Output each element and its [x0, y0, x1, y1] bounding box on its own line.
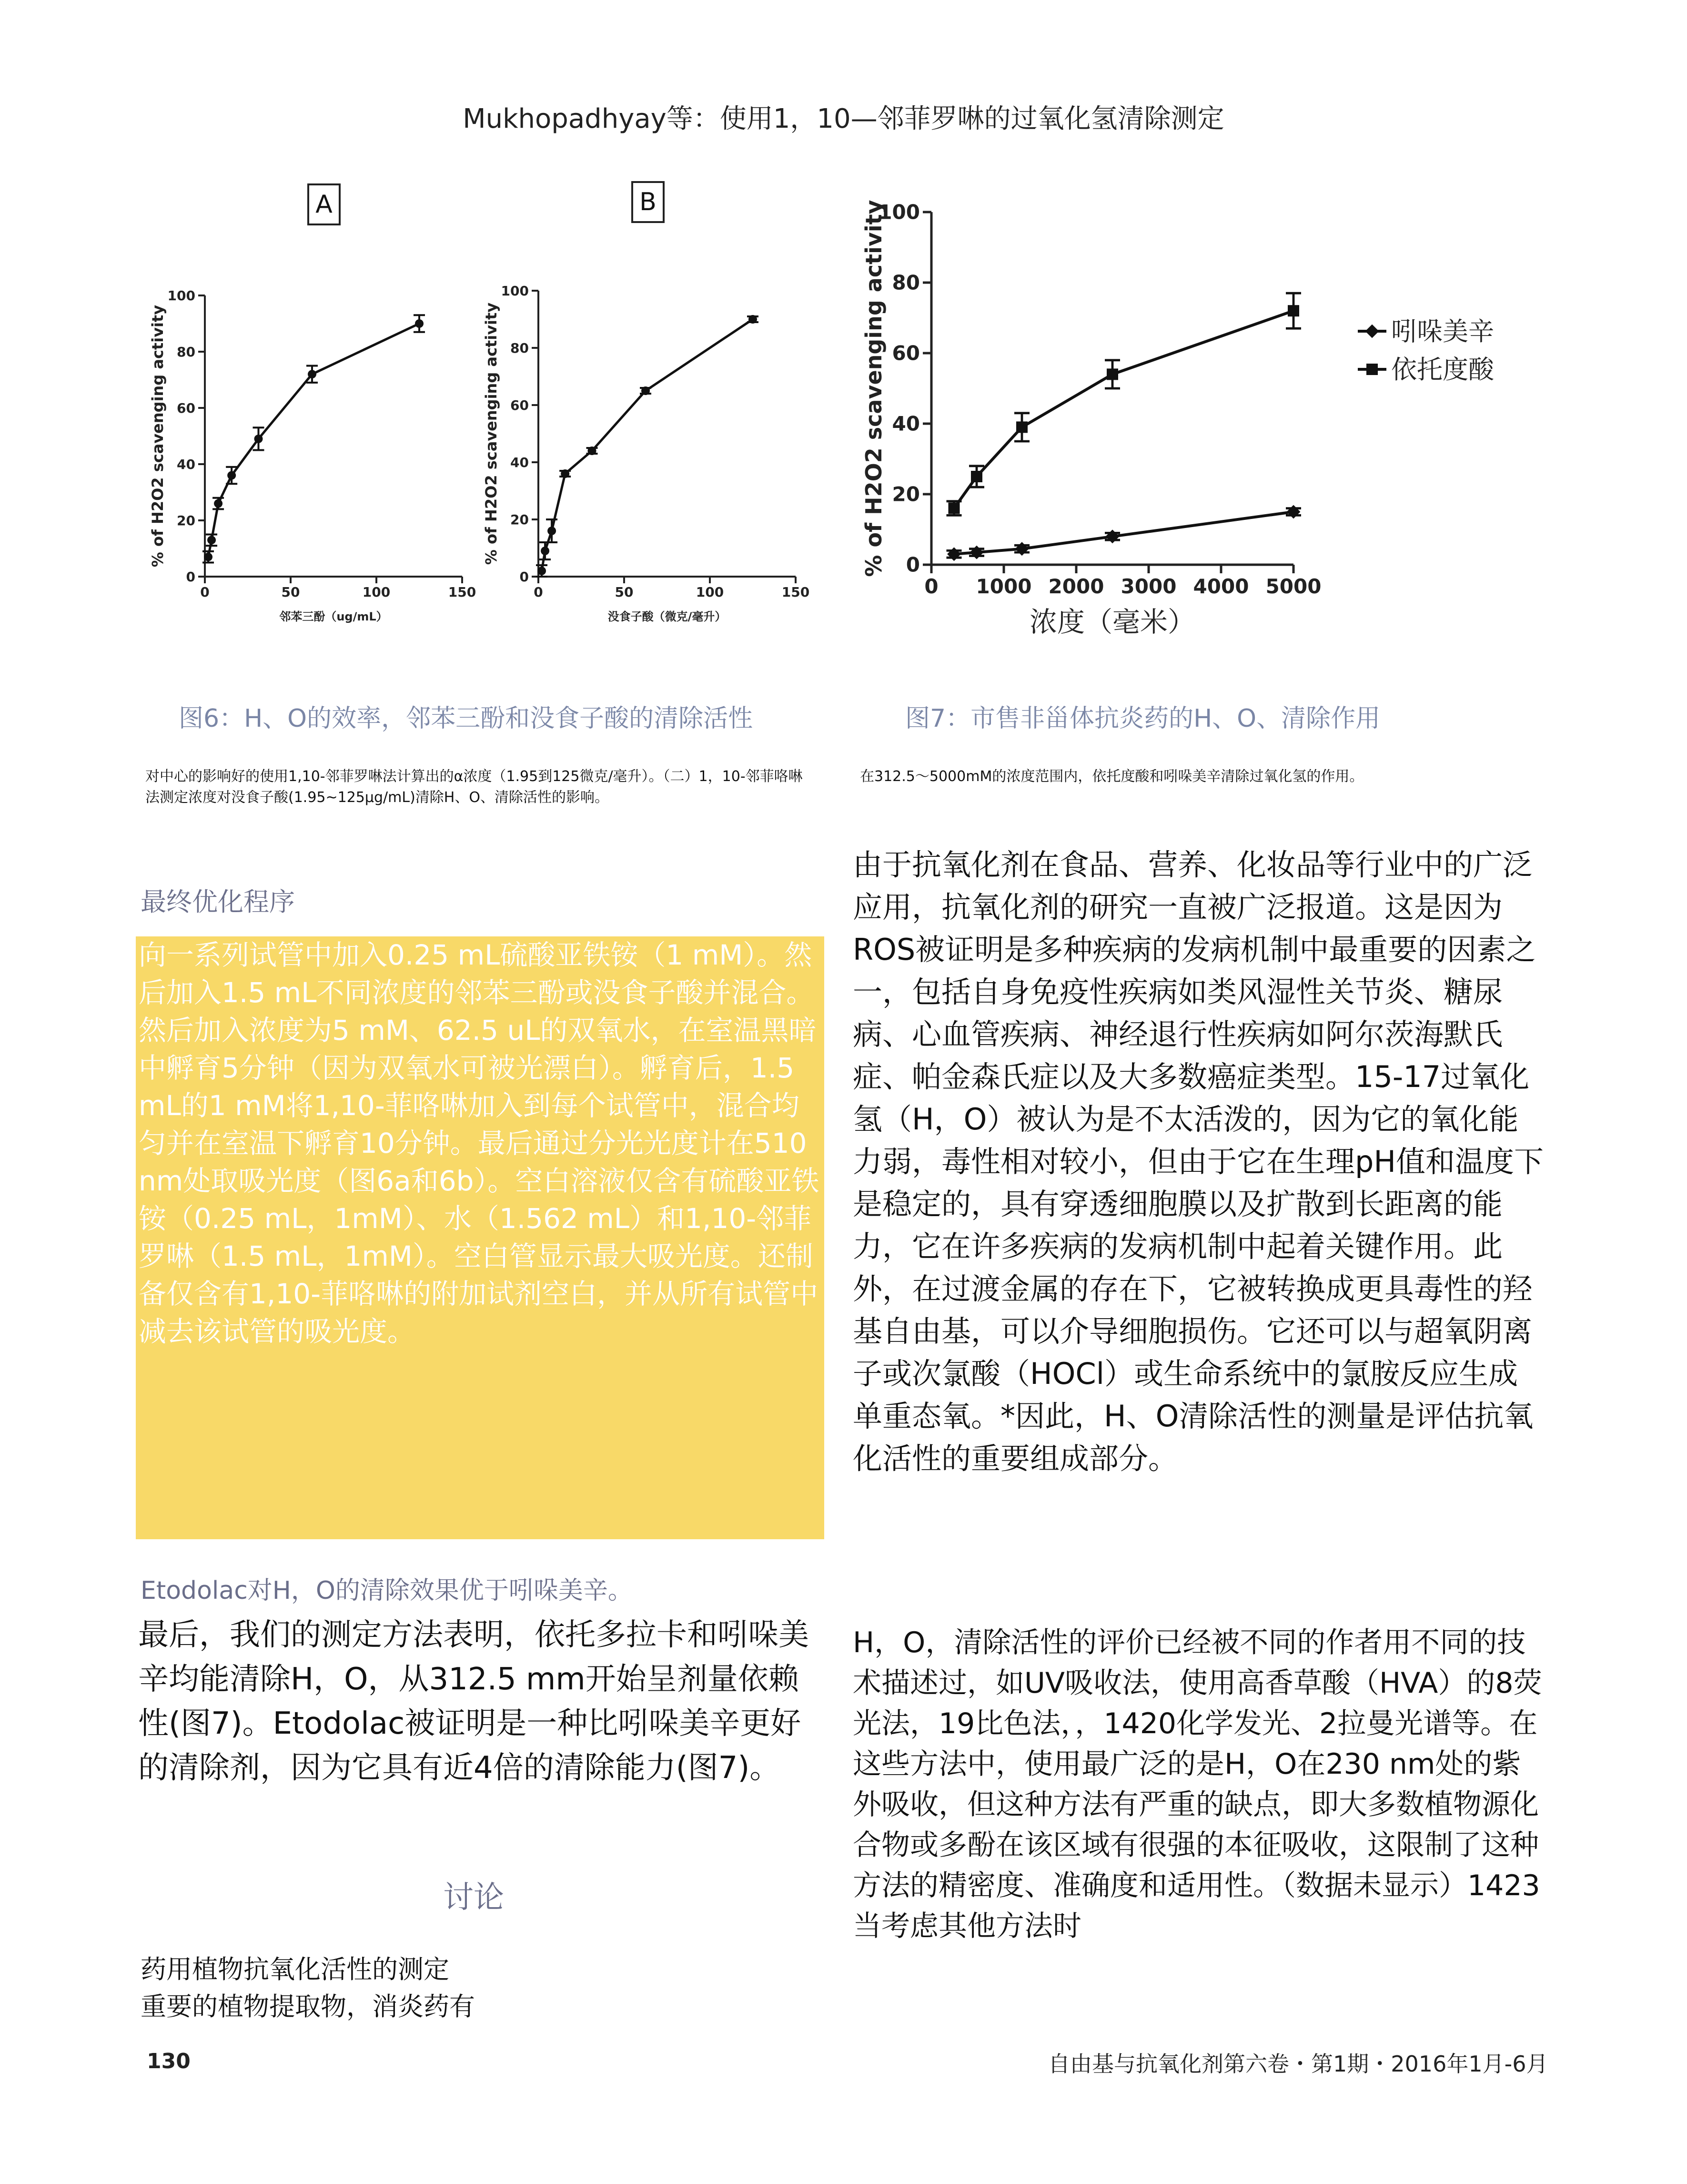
fig7-caption: 图7：市售非甾体抗炎药的H、O、清除作用 [905, 704, 1381, 733]
data-point [641, 386, 650, 395]
fig6-note: 对中心的影响好的使用1,10-邻菲罗啉法计算出的α浓度（1.95到125微克/毫升）。（二）1，10-邻菲咯啉法测定浓度对没食子酸(1.95~125µg/mL)清除H、O、清除活性的影响。 [145, 768, 803, 806]
data-point [547, 527, 556, 535]
fig6-panel-a-label: A [307, 183, 341, 225]
etodolac-paragraph: 最后，我们的测定方法表明，依托多拉卡和吲哚美辛均能清除H，O，从312.5 mm开始呈剂量依赖性(图7)。Etodolac被证明是一种比吲哚美辛更好的清除剂，因为它具有近4倍的清除能力(图7)。 [138, 1617, 809, 1786]
data-point [1015, 542, 1029, 556]
x-tick-label: 100 [362, 584, 391, 600]
right-paragraph-1: 由于抗氧化剂在食品、营养、化妆品等行业中的广泛应用，抗氧化剂的研究一直被广泛报道。这是因为ROS被证明是多种疾病的发病机制中最重要的因素之一，包括自身免疫性疾病如类风湿性关节炎、糖尿病、心血管疾病、神经退行性疾病如阿尔茨海默氏症、帕金森氏症以及大多数癌症类型。15-17过氧化氢（H，O）被认为是不太活泼的，因为它的氧化能力弱，毒性相对较小，但由于它在生理pH值和温度下是稳定的，具有穿透细胞膜以及扩散到长距离的能力，它在许多疾病的发病机制中起着关键作用。此外，在过渡金属的存在下，它被转换成更具毒性的羟基自由基，可以介导细胞损伤。它还可以与超氧阴离子或次氯酸（HOCl）或生命系统中的氯胺反应生成单重态氧。*因此，H、O清除活性的测量是评估抗氧化活性的重要组成部分。 [853, 847, 1544, 1476]
data-point [1106, 529, 1120, 543]
x-tick-label: 50 [615, 584, 634, 600]
y-tick-label: 40 [177, 456, 195, 472]
data-point [204, 553, 212, 561]
journal-footer: 自由基与抗氧化剂第六卷・第1期・2016年1月-6月 [1048, 2051, 1548, 2077]
procedure-text: 向一系列试管中加入0.25 mL硫酸亚铁铵（1 mM）。然后加入1.5 mL不同浓度的邻苯三酚或没食子酸并混合。然后加入浓度为5 mM、62.5 uL的双氧水，在室温黑暗中孵育5分钟（因为双氧水可被光漂白）。孵育后，1.5 mL的1 mM将1,10-菲咯啉加入到每个试管中，混合均匀并在室温下孵育10分钟。最后通过分光光度计在510 nm处取吸光度（图6a和6b）。空白溶液仅含有硫酸亚铁铵（0.25 mL，1mM）、水（1.562 mL）和1,10-邻菲罗啉（1.5 mL，1mM）。空白管显示最大吸光度。还制备仅含有1,10-菲咯啉的附加试剂空白，并从所有试管中减去该试管的吸光度。 [139, 939, 819, 1348]
legend-marker [1366, 364, 1378, 375]
data-point [415, 319, 424, 328]
x-tick-label: 5000 [1265, 575, 1322, 598]
x-tick-label: 150 [448, 584, 476, 600]
fig7-chart [853, 172, 1520, 672]
series-line [208, 324, 419, 557]
y-tick-label: 0 [186, 569, 195, 585]
x-tick-label: 0 [200, 584, 210, 600]
data-point [254, 435, 263, 443]
y-axis-label: % of H2O2 scavenging activity [482, 302, 500, 565]
fig6-caption: 图6：H、O的效率，邻苯三酚和没食子酸的清除活性 [179, 704, 753, 733]
data-point [1287, 505, 1301, 519]
series-line [954, 512, 1294, 554]
x-tick-label: 4000 [1193, 575, 1249, 598]
page-number: 130 [147, 2049, 191, 2073]
fig6b-chart [476, 257, 824, 653]
x-tick-label: 150 [781, 584, 810, 600]
data-point [949, 503, 960, 514]
legend-marker [1365, 325, 1379, 338]
y-tick-label: 100 [878, 200, 920, 224]
y-tick-label: 60 [510, 397, 529, 413]
x-tick-label: 0 [924, 575, 939, 598]
x-axis-label: 没食子酸（微克/毫升） [607, 610, 727, 623]
data-point [541, 547, 549, 555]
y-tick-label: 60 [177, 400, 195, 416]
y-tick-label: 20 [510, 511, 529, 528]
data-point [537, 567, 546, 575]
series-line [954, 311, 1294, 508]
y-tick-label: 0 [906, 553, 920, 577]
section-heading-final-procedure: 最终优化程序 [141, 887, 295, 917]
x-axis-label: 邻苯三酚（ug/mL） [279, 610, 388, 623]
data-point [1288, 305, 1299, 316]
page-header: Mukhopadhyay等：使用1，10—邻菲罗啉的过氧化氢清除测定 [463, 103, 1224, 134]
data-point [588, 447, 596, 455]
data-point [1016, 421, 1028, 433]
legend-label: 依托度酸 [1391, 354, 1494, 385]
fig7-note: 在312.5～5000mM的浓度范围内，依托度酸和吲哚美辛清除过氧化氢的作用。 [860, 768, 1364, 785]
data-point [971, 471, 982, 482]
y-tick-label: 20 [892, 482, 920, 506]
fig6a-chart [143, 257, 491, 653]
series-line [542, 319, 753, 571]
discussion-heading: 讨论 [443, 1880, 504, 1915]
data-point [214, 499, 222, 508]
x-tick-label: 0 [534, 584, 543, 600]
discussion-line-2: 重要的植物提取物，消炎药有 [141, 1991, 475, 2021]
data-point [947, 547, 961, 561]
y-tick-label: 80 [892, 271, 920, 295]
y-tick-label: 0 [519, 569, 529, 585]
data-point [748, 315, 757, 324]
x-tick-label: 2000 [1048, 575, 1104, 598]
x-tick-label: 100 [696, 584, 724, 600]
x-tick-label: 3000 [1121, 575, 1177, 598]
x-tick-label: 1000 [976, 575, 1032, 598]
etodolac-heading: Etodolac对H，O的清除效果优于吲哚美辛。 [141, 1576, 633, 1605]
data-point [970, 546, 984, 559]
highlighted-procedure-block [136, 936, 824, 1539]
data-point [561, 469, 569, 478]
data-point [1107, 368, 1118, 380]
data-point [207, 536, 216, 544]
fig6-panel-b-label: B [631, 181, 665, 223]
y-tick-label: 40 [892, 412, 920, 436]
y-tick-label: 40 [510, 454, 529, 470]
y-tick-label: 60 [892, 341, 920, 365]
x-axis-label: 浓度（毫米） [1029, 606, 1196, 638]
discussion-line-1: 药用植物抗氧化活性的测定 [141, 1954, 449, 1984]
y-axis-label: % of H2O2 scavenging activity [861, 200, 887, 577]
y-tick-label: 20 [177, 512, 195, 528]
y-tick-label: 100 [501, 283, 529, 299]
y-tick-label: 80 [510, 340, 529, 356]
data-point [227, 471, 236, 480]
x-tick-label: 50 [281, 584, 300, 600]
right-paragraph-2: H，O，清除活性的评价已经被不同的作者用不同的技术描述过，如UV吸收法，使用高香草酸（HVA）的8荧光法，19比色法，，1420化学发光、2拉曼光谱等。在这些方法中，使用最广泛的是H，O在230 nm处的紫外吸收，但这种方法有严重的缺点，即大多数植物源化合物或多酚在该区域有很强的本征吸收，这限制了这种方法的精密度、准确度和适用性。（数据未显示）1423当考虑其他方法时 [853, 1626, 1542, 1943]
y-axis-label: % of H2O2 scavenging activity [149, 305, 167, 568]
y-tick-label: 100 [167, 287, 195, 304]
y-tick-label: 80 [177, 344, 195, 360]
data-point [308, 370, 316, 378]
legend-label: 吲哚美辛 [1391, 316, 1494, 346]
